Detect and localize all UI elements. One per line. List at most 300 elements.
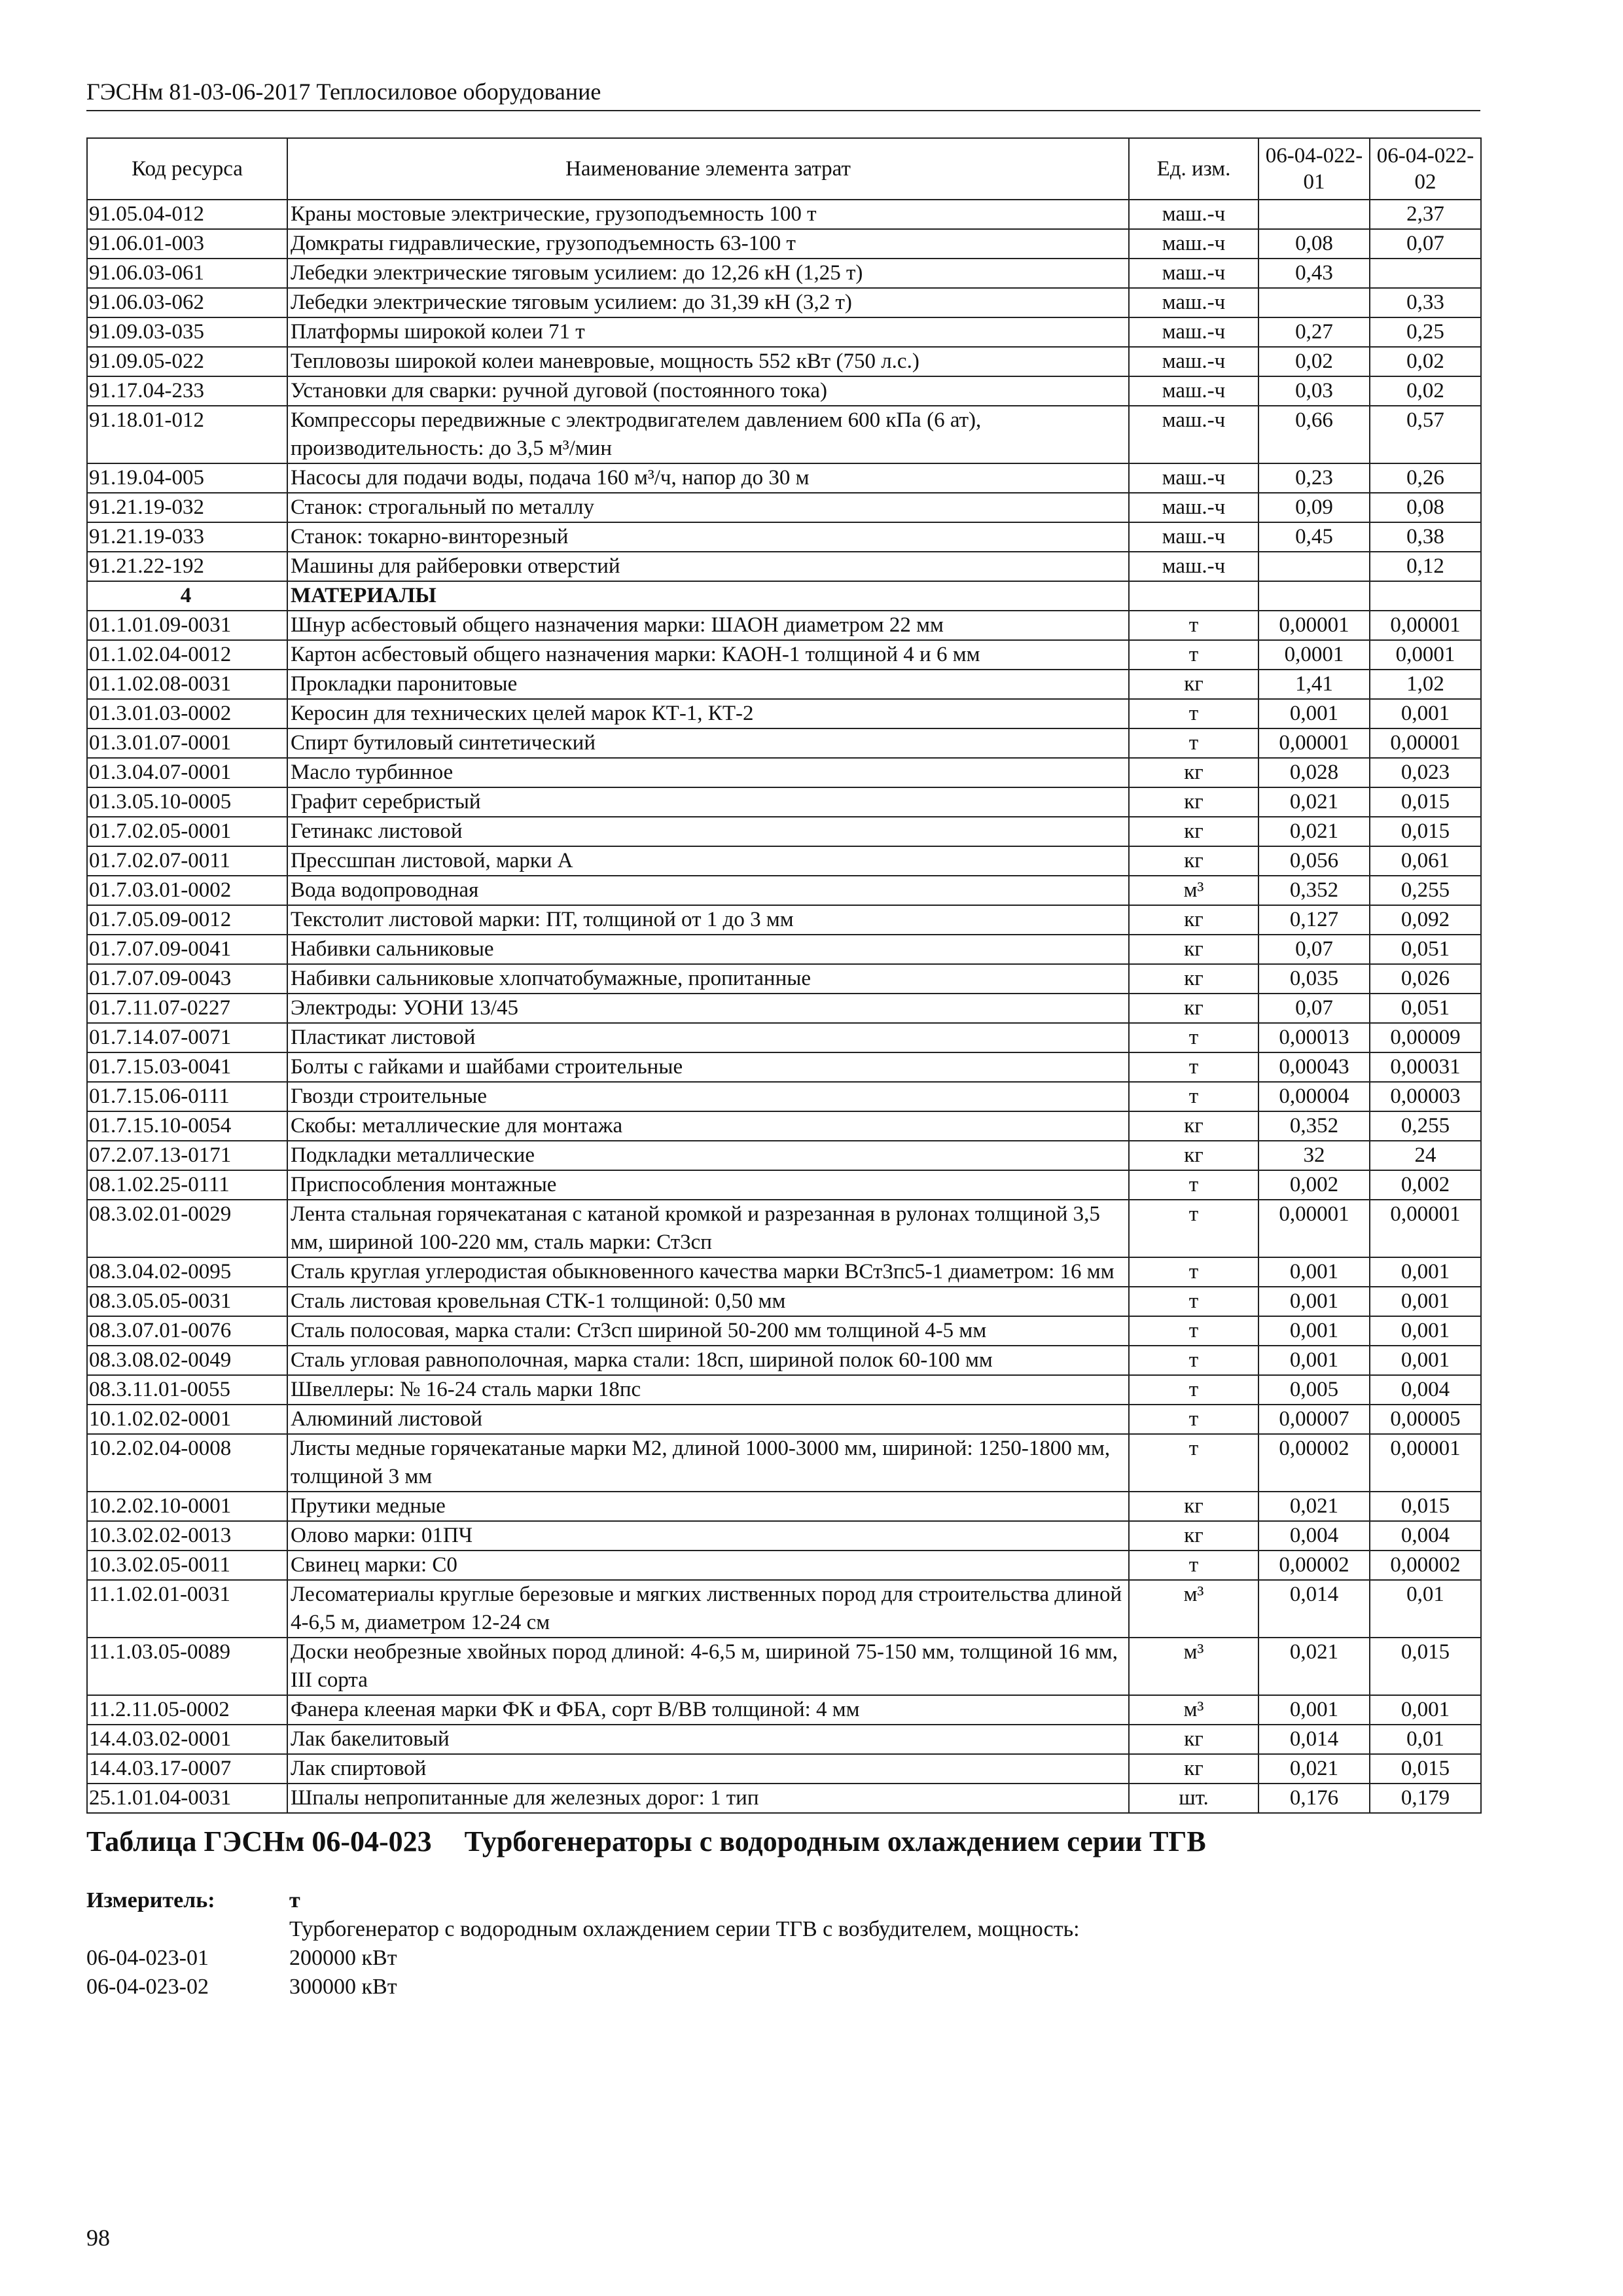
table-row xyxy=(87,1257,1481,1287)
row-code: 01.7.15.03-0041 xyxy=(87,1052,287,1082)
row-value-1: 0,021 xyxy=(1258,817,1370,846)
row-unit: кг xyxy=(1129,1725,1258,1754)
row-value-2: 0,015 xyxy=(1370,817,1481,846)
table-row xyxy=(87,1695,1481,1725)
table-row xyxy=(87,1492,1481,1521)
section-row xyxy=(87,581,1481,611)
table-row xyxy=(87,1346,1481,1375)
row-code: 08.1.02.25-0111 xyxy=(87,1170,287,1200)
table-row xyxy=(87,964,1481,994)
row-name: Текстолит листовой марки: ПТ, толщиной от 1 до 3 мм xyxy=(287,905,1129,935)
row-value-1: 0,021 xyxy=(1258,1638,1370,1695)
row-name: Домкраты гидравлические, грузоподъемность 63-100 т xyxy=(287,229,1129,259)
row-value-2: 0,061 xyxy=(1370,846,1481,876)
row-code: 91.06.01-003 xyxy=(87,229,287,259)
row-value-2: 0,12 xyxy=(1370,552,1481,581)
row-unit: кг xyxy=(1129,817,1258,846)
row-value-2: 0,015 xyxy=(1370,1754,1481,1784)
row-value-2: 0,179 xyxy=(1370,1784,1481,1813)
row-value-1: 0,001 xyxy=(1258,699,1370,728)
table-row xyxy=(87,846,1481,876)
row-code: 08.3.08.02-0049 xyxy=(87,1346,287,1375)
row-unit: кг xyxy=(1129,758,1258,787)
row-unit: м³ xyxy=(1129,1580,1258,1638)
row-code: 91.19.04-005 xyxy=(87,463,287,493)
row-code: 10.1.02.02-0001 xyxy=(87,1405,287,1434)
row-value-2: 0,092 xyxy=(1370,905,1481,935)
row-value-2: 0,00001 xyxy=(1370,611,1481,640)
row-code: 10.3.02.02-0013 xyxy=(87,1521,287,1551)
row-code: 01.7.11.07-0227 xyxy=(87,994,287,1023)
row-value-2: 1,02 xyxy=(1370,670,1481,699)
row-value-2: 0,00001 xyxy=(1370,728,1481,758)
table-row xyxy=(87,229,1481,259)
row-value-2: 0,026 xyxy=(1370,964,1481,994)
row-name: Электроды: УОНИ 13/45 xyxy=(287,994,1129,1023)
row-unit: т xyxy=(1129,1052,1258,1082)
measure-item-text: 200000 кВт xyxy=(289,1946,397,1970)
row-value-1: 0,00001 xyxy=(1258,611,1370,640)
row-code: 91.17.04-233 xyxy=(87,376,287,406)
table-row xyxy=(87,994,1481,1023)
row-name: Лебедки электрические тяговым усилием: до 12,26 кН (1,25 т) xyxy=(287,259,1129,288)
table-row xyxy=(87,1551,1481,1580)
row-value-2: 0,02 xyxy=(1370,347,1481,376)
row-name: Масло турбинное xyxy=(287,758,1129,787)
table-row xyxy=(87,876,1481,905)
row-unit: т xyxy=(1129,640,1258,670)
row-unit: маш.-ч xyxy=(1129,288,1258,317)
row-value-2: 0,07 xyxy=(1370,229,1481,259)
row-value-1: 0,014 xyxy=(1258,1725,1370,1754)
row-value-2: 0,004 xyxy=(1370,1521,1481,1551)
row-unit: маш.-ч xyxy=(1129,493,1258,522)
table-row xyxy=(87,522,1481,552)
row-unit: т xyxy=(1129,1170,1258,1200)
row-value-2: 0,051 xyxy=(1370,994,1481,1023)
row-code: 01.1.02.08-0031 xyxy=(87,670,287,699)
row-value-2: 0,051 xyxy=(1370,935,1481,964)
row-value-1: 0,176 xyxy=(1258,1784,1370,1813)
row-value-1: 0,002 xyxy=(1258,1170,1370,1200)
row-name: Прессшпан листовой, марки А xyxy=(287,846,1129,876)
row-value-1: 0,035 xyxy=(1258,964,1370,994)
measure-item-code: 06-04-023-02 xyxy=(86,1975,209,1999)
row-name: Графит серебристый xyxy=(287,787,1129,817)
row-unit: маш.-ч xyxy=(1129,317,1258,347)
row-value-1: 0,02 xyxy=(1258,347,1370,376)
row-unit: маш.-ч xyxy=(1129,552,1258,581)
row-unit: т xyxy=(1129,1434,1258,1492)
row-value-2: 0,001 xyxy=(1370,699,1481,728)
row-value-2: 0,38 xyxy=(1370,522,1481,552)
row-value-1: 0,23 xyxy=(1258,463,1370,493)
table-row xyxy=(87,1754,1481,1784)
table-row xyxy=(87,493,1481,522)
table-row xyxy=(87,317,1481,347)
table-row xyxy=(87,1141,1481,1170)
table-row xyxy=(87,1725,1481,1754)
row-unit xyxy=(1129,581,1258,611)
table-row xyxy=(87,699,1481,728)
measure-item xyxy=(86,1944,1080,1973)
row-name: Набивки сальниковые xyxy=(287,935,1129,964)
row-name: Фанера клееная марки ФК и ФБА, сорт В/ВВ толщиной: 4 мм xyxy=(287,1695,1129,1725)
row-unit: т xyxy=(1129,1257,1258,1287)
row-code: 08.3.07.01-0076 xyxy=(87,1316,287,1346)
next-table-name: Турбогенераторы с водородным охлаждением серии ТГВ xyxy=(464,1825,1206,1857)
row-value-2: 0,08 xyxy=(1370,493,1481,522)
row-unit: т xyxy=(1129,728,1258,758)
table-row xyxy=(87,787,1481,817)
row-name: Компрессоры передвижные с электродвигателем давлением 600 кПа (6 ат), производительность: до 3,5 м³/мин xyxy=(287,406,1129,463)
measure-item-code: 06-04-023-01 xyxy=(86,1946,209,1970)
row-name: Тепловозы широкой колеи маневровые, мощность 552 кВт (750 л.с.) xyxy=(287,347,1129,376)
row-name: Подкладки металлические xyxy=(287,1141,1129,1170)
row-value-1: 0,00001 xyxy=(1258,728,1370,758)
row-value-1: 0,00013 xyxy=(1258,1023,1370,1052)
row-unit: кг xyxy=(1129,964,1258,994)
row-value-1: 0,00002 xyxy=(1258,1434,1370,1492)
row-value-2: 0,57 xyxy=(1370,406,1481,463)
row-unit: кг xyxy=(1129,994,1258,1023)
row-value-1: 0,001 xyxy=(1258,1287,1370,1316)
row-value-2: 0,255 xyxy=(1370,1111,1481,1141)
measure-label: Измеритель: xyxy=(86,1888,215,1912)
table-row xyxy=(87,200,1481,229)
row-value-2: 0,33 xyxy=(1370,288,1481,317)
row-name: Краны мостовые электрические, грузоподъемность 100 т xyxy=(287,200,1129,229)
row-name: Вода водопроводная xyxy=(287,876,1129,905)
next-table-title xyxy=(86,1825,1206,1858)
row-value-1: 0,021 xyxy=(1258,1492,1370,1521)
row-unit: т xyxy=(1129,1316,1258,1346)
row-unit: кг xyxy=(1129,905,1258,935)
row-value-2: 0,001 xyxy=(1370,1346,1481,1375)
row-name: Станок: токарно-винторезный xyxy=(287,522,1129,552)
row-value-2 xyxy=(1370,259,1481,288)
row-unit: маш.-ч xyxy=(1129,200,1258,229)
row-name: Прокладки паронитовые xyxy=(287,670,1129,699)
row-value-1: 0,00007 xyxy=(1258,1405,1370,1434)
row-code: 01.7.03.01-0002 xyxy=(87,876,287,905)
row-unit: шт. xyxy=(1129,1784,1258,1813)
table-row xyxy=(87,347,1481,376)
row-name: Гетинакс листовой xyxy=(287,817,1129,846)
row-code: 08.3.02.01-0029 xyxy=(87,1200,287,1257)
table-row xyxy=(87,552,1481,581)
row-name: Сталь листовая кровельная СТК-1 толщиной: 0,50 мм xyxy=(287,1287,1129,1316)
row-value-2: 0,26 xyxy=(1370,463,1481,493)
row-code: 01.7.05.09-0012 xyxy=(87,905,287,935)
row-code: 91.21.22-192 xyxy=(87,552,287,581)
row-name: Лесоматериалы круглые березовые и мягких лиственных пород для строительства длиной 4-6,5 м, диаметром 12-24 см xyxy=(287,1580,1129,1638)
row-name: Прутики медные xyxy=(287,1492,1129,1521)
row-unit: м³ xyxy=(1129,876,1258,905)
row-code: 91.05.04-012 xyxy=(87,200,287,229)
table-row xyxy=(87,1521,1481,1551)
row-value-1: 0,021 xyxy=(1258,787,1370,817)
row-unit: маш.-ч xyxy=(1129,259,1258,288)
row-value-2: 0,00003 xyxy=(1370,1082,1481,1111)
row-unit: т xyxy=(1129,1023,1258,1052)
row-code: 91.09.03-035 xyxy=(87,317,287,347)
row-value-2: 0,00002 xyxy=(1370,1551,1481,1580)
row-name: Листы медные горячекатаные марки М2, длиной 1000-3000 мм, шириной: 1250-1800 мм, толщиной 3 мм xyxy=(287,1434,1129,1492)
measure-unit: т xyxy=(289,1888,300,1912)
measure-block xyxy=(86,1886,1080,2001)
row-value-1: 0,0001 xyxy=(1258,640,1370,670)
table-row xyxy=(87,640,1481,670)
table-row xyxy=(87,376,1481,406)
row-value-1: 0,001 xyxy=(1258,1316,1370,1346)
row-name: Гвозди строительные xyxy=(287,1082,1129,1111)
measure-description: Турбогенератор с водородным охлаждением серии ТГВ с возбудителем, мощность: xyxy=(289,1917,1080,1941)
table-row xyxy=(87,1405,1481,1434)
table-header-row xyxy=(87,138,1481,200)
row-code: 01.1.02.04-0012 xyxy=(87,640,287,670)
row-unit: маш.-ч xyxy=(1129,463,1258,493)
header-code: Код ресурса xyxy=(87,138,287,200)
row-code: 14.4.03.02-0001 xyxy=(87,1725,287,1754)
row-value-1: 0,001 xyxy=(1258,1257,1370,1287)
row-value-2: 2,37 xyxy=(1370,200,1481,229)
row-value-2: 0,00005 xyxy=(1370,1405,1481,1434)
row-name: Доски необрезные хвойных пород длиной: 4-6,5 м, шириной 75-150 мм, толщиной 16 мм, III сорта xyxy=(287,1638,1129,1695)
row-value-2: 0,0001 xyxy=(1370,640,1481,670)
row-code: 14.4.03.17-0007 xyxy=(87,1754,287,1784)
row-code: 01.7.14.07-0071 xyxy=(87,1023,287,1052)
table-row xyxy=(87,728,1481,758)
row-value-2: 0,00031 xyxy=(1370,1052,1481,1082)
row-name: Машины для райберовки отверстий xyxy=(287,552,1129,581)
row-name: Скобы: металлические для монтажа xyxy=(287,1111,1129,1141)
row-code: 01.7.02.05-0001 xyxy=(87,817,287,846)
row-unit: т xyxy=(1129,1200,1258,1257)
row-code: 01.7.15.06-0111 xyxy=(87,1082,287,1111)
row-name: Олово марки: 01ПЧ xyxy=(287,1521,1129,1551)
row-name: Алюминий листовой xyxy=(287,1405,1129,1434)
row-unit: маш.-ч xyxy=(1129,347,1258,376)
resource-table xyxy=(86,137,1482,1814)
row-code: 91.18.01-012 xyxy=(87,406,287,463)
row-code: 01.3.01.07-0001 xyxy=(87,728,287,758)
row-code: 01.1.01.09-0031 xyxy=(87,611,287,640)
table-row xyxy=(87,406,1481,463)
row-unit: кг xyxy=(1129,1521,1258,1551)
row-code: 01.3.01.03-0002 xyxy=(87,699,287,728)
row-unit: кг xyxy=(1129,670,1258,699)
row-code: 08.3.11.01-0055 xyxy=(87,1375,287,1405)
row-value-2: 0,001 xyxy=(1370,1695,1481,1725)
row-value-2: 0,023 xyxy=(1370,758,1481,787)
row-unit: т xyxy=(1129,1405,1258,1434)
row-value-1: 0,021 xyxy=(1258,1754,1370,1784)
row-value-2: 0,02 xyxy=(1370,376,1481,406)
row-code: 01.7.07.09-0041 xyxy=(87,935,287,964)
row-name: Набивки сальниковые хлопчатобумажные, пропитанные xyxy=(287,964,1129,994)
header-col2: 06-04-022-02 xyxy=(1370,138,1481,200)
row-value-2: 0,00001 xyxy=(1370,1434,1481,1492)
row-value-1 xyxy=(1258,288,1370,317)
row-code: 01.3.05.10-0005 xyxy=(87,787,287,817)
row-code: 91.06.03-062 xyxy=(87,288,287,317)
running-header xyxy=(86,76,1480,111)
row-name: Сталь угловая равнополочная, марка стали: 18сп, шириной полок 60-100 мм xyxy=(287,1346,1129,1375)
row-value-1: 0,07 xyxy=(1258,994,1370,1023)
table-row xyxy=(87,1434,1481,1492)
row-code: 91.09.05-022 xyxy=(87,347,287,376)
table-row xyxy=(87,1287,1481,1316)
header-title: ГЭСНм 81-03-06-2017 Теплосиловое оборудование xyxy=(86,79,601,105)
row-name: Шпалы непропитанные для железных дорог: 1 тип xyxy=(287,1784,1129,1813)
row-value-1 xyxy=(1258,552,1370,581)
row-name: Насосы для подачи воды, подача 160 м³/ч, напор до 30 м xyxy=(287,463,1129,493)
table-row xyxy=(87,1375,1481,1405)
row-code: 01.7.07.09-0043 xyxy=(87,964,287,994)
row-name: Установки для сварки: ручной дуговой (постоянного тока) xyxy=(287,376,1129,406)
row-unit: т xyxy=(1129,699,1258,728)
measure-item-text: 300000 кВт xyxy=(289,1975,397,1999)
row-unit: м³ xyxy=(1129,1638,1258,1695)
table-row xyxy=(87,288,1481,317)
measure-item xyxy=(86,1973,1080,2001)
row-unit: т xyxy=(1129,1375,1258,1405)
table-row xyxy=(87,670,1481,699)
header-col1: 06-04-022-01 xyxy=(1258,138,1370,200)
row-value-1: 0,001 xyxy=(1258,1695,1370,1725)
row-name: Сталь полосовая, марка стали: Ст3сп шириной 50-200 мм толщиной 4-5 мм xyxy=(287,1316,1129,1346)
row-name: Шнур асбестовый общего назначения марки: ШАОН диаметром 22 мм xyxy=(287,611,1129,640)
row-value-1: 0,00043 xyxy=(1258,1052,1370,1082)
table-row xyxy=(87,1023,1481,1052)
row-unit: м³ xyxy=(1129,1695,1258,1725)
table-row xyxy=(87,1170,1481,1200)
row-unit: маш.-ч xyxy=(1129,522,1258,552)
row-code: 01.7.15.10-0054 xyxy=(87,1111,287,1141)
row-value-2: 0,01 xyxy=(1370,1580,1481,1638)
table-row xyxy=(87,259,1481,288)
row-code: 08.3.04.02-0095 xyxy=(87,1257,287,1287)
row-name: Лебедки электрические тяговым усилием: до 31,39 кН (3,2 т) xyxy=(287,288,1129,317)
row-name: Болты с гайками и шайбами строительные xyxy=(287,1052,1129,1082)
row-code: 10.2.02.10-0001 xyxy=(87,1492,287,1521)
row-value-1: 0,352 xyxy=(1258,1111,1370,1141)
row-unit: т xyxy=(1129,1082,1258,1111)
row-name: Платформы широкой колеи 71 т xyxy=(287,317,1129,347)
row-value-1: 0,66 xyxy=(1258,406,1370,463)
row-code: 11.1.03.05-0089 xyxy=(87,1638,287,1695)
row-value-2: 0,01 xyxy=(1370,1725,1481,1754)
row-value-2: 0,25 xyxy=(1370,317,1481,347)
row-value-2: 0,004 xyxy=(1370,1375,1481,1405)
row-value-2: 0,015 xyxy=(1370,787,1481,817)
row-value-1: 0,004 xyxy=(1258,1521,1370,1551)
row-unit: т xyxy=(1129,611,1258,640)
row-unit: кг xyxy=(1129,1111,1258,1141)
row-unit: маш.-ч xyxy=(1129,376,1258,406)
row-code: 07.2.07.13-0171 xyxy=(87,1141,287,1170)
row-name: Картон асбестовый общего назначения марки: КАОН-1 толщиной 4 и 6 мм xyxy=(287,640,1129,670)
row-name: Пластикат листовой xyxy=(287,1023,1129,1052)
row-code: 25.1.01.04-0031 xyxy=(87,1784,287,1813)
row-value-2: 0,00009 xyxy=(1370,1023,1481,1052)
row-value-1: 0,43 xyxy=(1258,259,1370,288)
row-value-1 xyxy=(1258,581,1370,611)
row-unit: кг xyxy=(1129,1754,1258,1784)
table-row xyxy=(87,1638,1481,1695)
row-value-1: 0,09 xyxy=(1258,493,1370,522)
row-code: 08.3.05.05-0031 xyxy=(87,1287,287,1316)
table-row xyxy=(87,905,1481,935)
row-code: 4 xyxy=(87,581,287,611)
row-unit: кг xyxy=(1129,787,1258,817)
row-name: Лента стальная горячекатаная с катаной кромкой и разрезанная в рулонах толщиной 3,5 мм, шириной 100-220 мм, сталь марки: Ст3сп xyxy=(287,1200,1129,1257)
row-value-1: 0,014 xyxy=(1258,1580,1370,1638)
row-value-1: 0,00004 xyxy=(1258,1082,1370,1111)
table-row xyxy=(87,1580,1481,1638)
table-row xyxy=(87,1111,1481,1141)
row-value-1: 0,03 xyxy=(1258,376,1370,406)
row-unit: кг xyxy=(1129,935,1258,964)
table-row xyxy=(87,1052,1481,1082)
row-value-1: 32 xyxy=(1258,1141,1370,1170)
row-name: Керосин для технических целей марок КТ-1, КТ-2 xyxy=(287,699,1129,728)
row-name: Швеллеры: № 16-24 сталь марки 18пс xyxy=(287,1375,1129,1405)
row-value-1: 0,00002 xyxy=(1258,1551,1370,1580)
row-name: МАТЕРИАЛЫ xyxy=(287,581,1129,611)
row-value-1: 0,352 xyxy=(1258,876,1370,905)
table-row xyxy=(87,758,1481,787)
table-row xyxy=(87,463,1481,493)
row-unit: т xyxy=(1129,1346,1258,1375)
row-value-2: 0,00001 xyxy=(1370,1200,1481,1257)
row-value-1: 0,028 xyxy=(1258,758,1370,787)
row-name: Лак спиртовой xyxy=(287,1754,1129,1784)
row-value-2: 0,015 xyxy=(1370,1638,1481,1695)
header-unit: Ед. изм. xyxy=(1129,138,1258,200)
row-name: Сталь круглая углеродистая обыкновенного качества марки ВСт3пс5-1 диаметром: 16 мм xyxy=(287,1257,1129,1287)
row-value-1: 0,001 xyxy=(1258,1346,1370,1375)
row-code: 91.21.19-033 xyxy=(87,522,287,552)
row-name: Лак бакелитовый xyxy=(287,1725,1129,1754)
row-code: 10.2.02.04-0008 xyxy=(87,1434,287,1492)
row-code: 01.3.04.07-0001 xyxy=(87,758,287,787)
row-unit: маш.-ч xyxy=(1129,229,1258,259)
table-row xyxy=(87,935,1481,964)
table-row xyxy=(87,1200,1481,1257)
row-code: 11.2.11.05-0002 xyxy=(87,1695,287,1725)
row-name: Приспособления монтажные xyxy=(287,1170,1129,1200)
row-name: Свинец марки: С0 xyxy=(287,1551,1129,1580)
row-value-2 xyxy=(1370,581,1481,611)
row-value-1: 1,41 xyxy=(1258,670,1370,699)
row-value-1: 0,127 xyxy=(1258,905,1370,935)
row-unit: кг xyxy=(1129,1492,1258,1521)
row-value-2: 0,002 xyxy=(1370,1170,1481,1200)
table-row xyxy=(87,611,1481,640)
row-name: Станок: строгальный по металлу xyxy=(287,493,1129,522)
row-value-2: 0,001 xyxy=(1370,1257,1481,1287)
row-value-1: 0,056 xyxy=(1258,846,1370,876)
page-number: 98 xyxy=(86,2225,110,2251)
row-code: 91.21.19-032 xyxy=(87,493,287,522)
row-code: 91.06.03-061 xyxy=(87,259,287,288)
row-value-2: 0,255 xyxy=(1370,876,1481,905)
row-value-1: 0,00001 xyxy=(1258,1200,1370,1257)
table-row xyxy=(87,1082,1481,1111)
row-unit: маш.-ч xyxy=(1129,406,1258,463)
